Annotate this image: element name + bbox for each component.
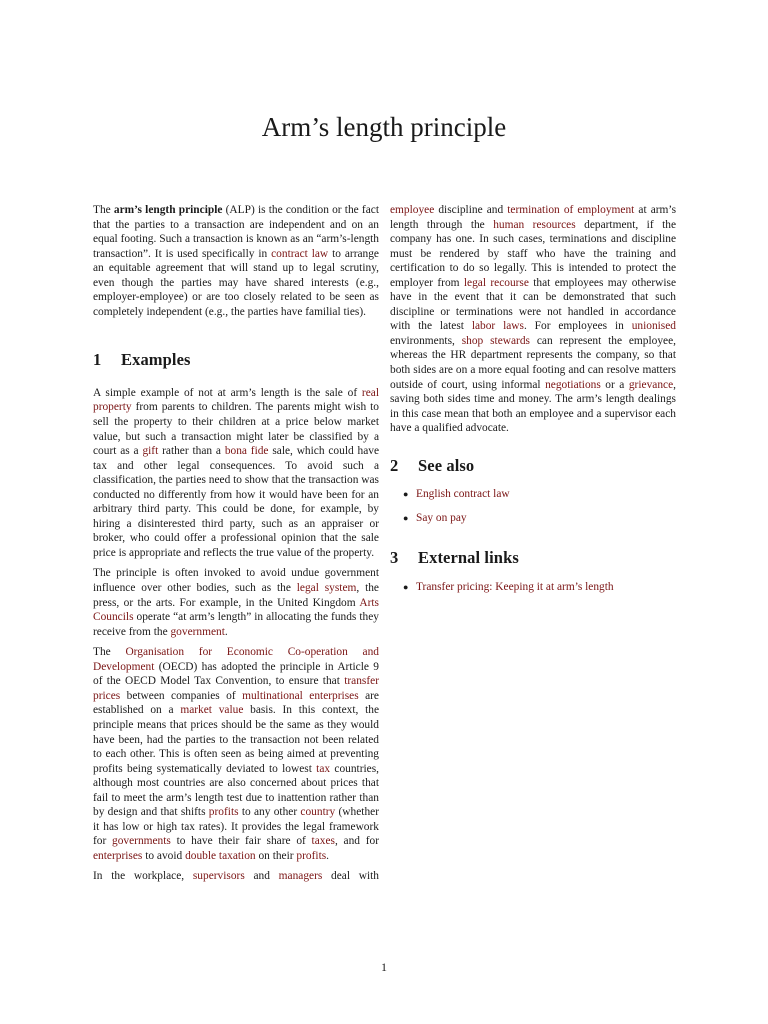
examples-paragraph-4: In the workplace, supervisors and managers deal with	[93, 870, 379, 883]
inline-link[interactable]: enterprises	[93, 849, 143, 862]
inline-link[interactable]: employee	[390, 204, 435, 216]
inline-link[interactable]: shop stewards	[461, 334, 530, 347]
page-number: 1	[381, 960, 387, 974]
inline-link[interactable]: bona fide	[224, 445, 269, 458]
section-title: See also	[418, 455, 475, 475]
section-title: Examples	[121, 350, 191, 370]
inline-link[interactable]: unionised	[631, 320, 676, 333]
inline-link[interactable]: Arts Councils	[93, 596, 379, 624]
inline-link[interactable]: transfer prices	[93, 675, 379, 702]
inline-link[interactable]: market value	[180, 704, 244, 717]
section-heading-external-links	[390, 548, 676, 568]
section-number: 1	[93, 350, 102, 370]
inline-link[interactable]: supervisors	[192, 870, 245, 883]
inline-link[interactable]: human resources	[493, 218, 576, 231]
see-also-list	[390, 487, 676, 525]
list-item[interactable]	[390, 487, 676, 501]
inline-link[interactable]: legal system	[296, 582, 357, 595]
right-column	[390, 203, 676, 604]
see-also-link[interactable]: English contract law	[416, 488, 510, 501]
inline-link[interactable]: contract law	[271, 247, 329, 260]
inline-link[interactable]: grievance	[628, 378, 674, 391]
section-heading-see-also	[390, 455, 676, 475]
bullet-icon: ●	[403, 513, 409, 524]
inline-link[interactable]: profits	[208, 806, 239, 819]
inline-link[interactable]: gift	[142, 445, 159, 458]
inline-link[interactable]: tax	[316, 762, 331, 775]
inline-link[interactable]: termination of employment	[507, 204, 635, 216]
bullet-icon: ●	[403, 581, 409, 592]
inline-link[interactable]: country	[300, 806, 336, 819]
section-number: 3	[390, 548, 399, 568]
intro-paragraph: The arm’s length principle (ALP) is the condition or the fact that the parties to a transaction are independent and on an equal footing. Such a transaction is known as an “arm’s-length transaction”. It is used specifically in contract law to arrange an equitable agreement that will stand up to legal scrutiny, even though the parties may have shared interests (e.g., employer-employee) or are too closely related to be seen as completely independent (e.g., the parties have familial ties).	[93, 204, 379, 318]
workplace-paragraph-continued: employee discipline and termination of employment at arm’s length through the human resources department, if the company has one. In such cases, terminations and discipline must be rendered by staff who have the training and certification to do so legally. This is intended to protect the employer from legal recourse that employees may otherwise have in the event that it can be demonstrated that such discipline or terminations were not handled in accordance with the latest labor laws. For employees in unionised environments, shop stewards can represent the employee, whereas the HR department represents the company, so that both sides are on a more equal footing and can resolve matters outside of court, using informal negotiations or a grievance, saving both sides time and money. The arm’s length dealings in this case mean that both an employee and a supervisor each have a qualified advocate.	[390, 204, 677, 435]
section-heading-examples	[93, 350, 379, 370]
examples-paragraph-3: The Organisation for Economic Co-operation and Development (OECD) has adopted the principle in Article 9 of the OECD Model Tax Convention, to ensure that transfer prices between companies of multinational enterprises are established on a market value basis. In this context, the principle means that prices should be the same as they would have been, had the parties to the transaction not been related to each other. This is often seen as being aimed at preventing profits being systematically deviated to lowest tax countries, although most countries are also concerned about prices that fail to meet the arm’s length test due to inattention rather than by design and that shifts profits to any other country (whether it has low or high tax rates). It provides the legal framework for governments to have their fair share of taxes, and for enterprises to avoid double taxation on their profits.	[93, 646, 380, 862]
inline-link[interactable]: governments	[112, 835, 171, 848]
see-also-link[interactable]: Say on pay	[416, 512, 467, 525]
inline-link[interactable]: negotiations	[545, 378, 601, 391]
inline-link[interactable]: legal recourse	[463, 276, 529, 289]
inline-link[interactable]: labor laws	[471, 320, 524, 333]
examples-paragraph-2: The principle is often invoked to avoid undue government influence over other bodies, such as the legal system, the press, or the arts. For example, in the United Kingdom Arts Councils operate “at arm’s length” in allocating the funds they receive from the government.	[93, 567, 379, 638]
inline-link[interactable]: double taxation	[185, 849, 256, 862]
section-number: 2	[390, 455, 399, 475]
inline-link[interactable]: taxes	[311, 835, 335, 848]
external-links-list	[390, 580, 676, 594]
list-item[interactable]	[390, 511, 676, 525]
inline-link[interactable]: managers	[278, 870, 323, 883]
bullet-icon: ●	[403, 489, 409, 500]
bold-term: arm’s length principle	[113, 204, 223, 216]
section-title: External links	[418, 548, 519, 568]
list-item[interactable]	[390, 580, 676, 594]
page-title: Arm’s length principle	[261, 112, 507, 142]
examples-paragraph-1: A simple example of not at arm’s length is the sale of real property from parents to children. The parents might wish to sell the property to their children at a price below market value, but such a transaction might later be classified by a court as a gift rather than a bona fide sale, which could have tax and other legal consequences. To avoid such a classification, the parties need to show that the transaction was conducted no differently from how it would have been for an arbitrary third party. This could be done, for example, by hiring a disinterested third party, such as an appraiser or broker, who could offer a professional opinion that the sale price is appropriate and reflects the true value of the property.	[93, 386, 380, 559]
inline-link[interactable]: real property	[93, 386, 379, 414]
inline-link[interactable]: Organisation for Economic Co-operation and Development	[93, 646, 379, 673]
external-link[interactable]: Transfer pricing: Keeping it at arm’s length	[416, 580, 614, 593]
inline-link[interactable]: profits	[296, 849, 327, 862]
inline-link[interactable]: government	[170, 625, 225, 638]
left-column	[93, 203, 379, 890]
inline-link[interactable]: multinational enterprises	[242, 689, 359, 702]
